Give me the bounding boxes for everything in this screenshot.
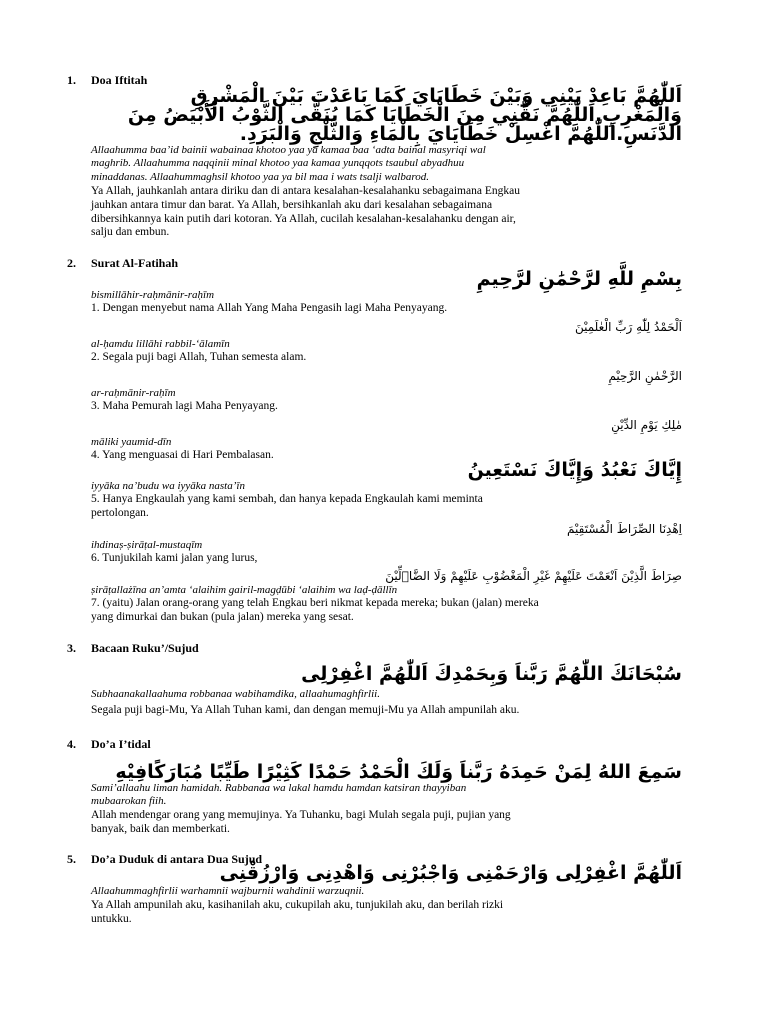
arabic-text: اَللّٰهُمَّ اغْفِرْلِى وَارْحَمْنِى وَاجْبُرْنِى وَاهْدِنِى وَارْزُقْنِى xyxy=(219,862,682,884)
arabic-line: الدَّنَسِ.اَللّٰهُمَّ اغْسِلْ خَطَايَايَ بِالْمَاءِ وَالثَّلْجِ وَالْبَرَدِ. xyxy=(239,123,682,145)
verse-transliteration: bismillāhir-raḥmānir-raḥīm xyxy=(91,289,215,301)
translation xyxy=(91,809,682,837)
translation-line: banyak, baik dan memberkati. xyxy=(91,822,230,835)
transliteration-line: minaddanas. Allaahummaghsil khotoo yaa ya bil maa i wats tsalji walbarod. xyxy=(91,170,429,183)
translation-line: salju dan embun. xyxy=(91,226,170,239)
section-title: Bacaan Ruku’/Sujud xyxy=(91,641,199,655)
verse-arabic: مٰلِكِ يَوْمِ الدِّيْنِ xyxy=(611,418,682,432)
verse-translation: 3. Maha Pemurah lagi Maha Penyayang. xyxy=(91,400,278,412)
translation: Segala puji bagi-Mu, Ya Allah Tuhan kami, dan dengan memuji-Mu ya Allah ampunilah aku. xyxy=(91,704,520,716)
translation-line: pertolongan. xyxy=(91,506,149,519)
verse-transliteration: māliki yaumid-dīn xyxy=(91,436,172,448)
section-number: 3. xyxy=(67,641,76,655)
verse-translation xyxy=(91,493,682,521)
verse-transliteration: ṣirāṭallażīna an’amta ‘alaihim gairil-magḍūbi ‘alaihim wa laḍ-ḍāllīn xyxy=(91,584,398,596)
transliteration: Allaahummaghfirlii warhamnii wajburnii wahdinii warzuqnii. xyxy=(91,885,365,897)
verse-transliteration: ihdinaṣ-ṣirāṭal-mustaqīm xyxy=(91,539,203,551)
translation-line: 7. (yaitu) Jalan orang-orang yang telah Engkau beri nikmat kepada mereka; bukan (jalan) mereka xyxy=(91,597,539,609)
verse-arabic: بِسْمِ للَّهِ لرَّحْمَٰنِ لرَّحِيمِ xyxy=(476,268,682,290)
section-al-fatihah xyxy=(67,256,682,628)
verse-transliteration: ar-raḥmānir-raḥīm xyxy=(91,387,176,399)
section-number: 1. xyxy=(67,73,76,87)
translation-line: Allah mendengar orang yang memujinya. Ya Tuhanku, bagi Mulah segala puji, pujian yang xyxy=(91,809,511,821)
section-title: Surat Al-Fatihah xyxy=(91,256,179,270)
arabic-text: سُبْحَانَكَ اللّٰهُمَّ رَبَّناَ وَبِحَمْدِكَ اَللّٰهُمَّ اغْفِرْلِى xyxy=(301,663,682,685)
translation-line: Ya Allah ampunilah aku, kasihanilah aku, cukupilah aku, tunjukilah aku, dan berilah rizki xyxy=(91,899,504,911)
verse-arabic: إِيَّاكَ نَعْبُدُ وَإِيَّاكَ نَسْتَعِينُ xyxy=(467,459,682,481)
section-bacaan-ruku-sujud xyxy=(67,641,682,721)
transliteration-line: maghrib. Allaahumma naqqinii minal khotoo yaa kamaa yunqqots tsaubul abyadhuu xyxy=(91,157,465,170)
verse-translation xyxy=(91,597,682,625)
verse-translation: 1. Dengan menyebut nama Allah Yang Maha Pengasih lagi Maha Penyayang. xyxy=(91,302,448,314)
verse-arabic: الرَّحْمٰنِ الرَّحِيْمِ xyxy=(608,369,682,383)
transliteration-line: Sami’allaahu liman hamidah. Rabbanaa wa lakal hamdu hamdan katsiran thayyiban xyxy=(91,782,467,794)
section-number: 2. xyxy=(67,256,76,270)
translation-line: jauhkan antara timur dan barat. Ya Allah, bersihkanlah aku dari kesalahan sebagaimana xyxy=(91,198,493,211)
section-number: 5. xyxy=(67,852,76,866)
verse-transliteration: al-ḥamdu lillāhi rabbil-‘ālamīn xyxy=(91,338,230,350)
translation xyxy=(91,899,682,927)
transliteration xyxy=(91,144,682,184)
translation-line: yang dimurkai dan bukan (pula jalan) mereka yang sesat. xyxy=(91,610,354,623)
section-title: Do’a Duduk di antara Dua Sujud xyxy=(91,852,263,866)
transliteration: Subhaanakallaahuma robbanaa wabihamdika, allaahumaghfirlii. xyxy=(91,688,380,700)
section-number: 4. xyxy=(67,737,76,751)
verse-arabic: اَلْحَمْدُ لِلّٰهِ رَبِّ الْعٰلَمِيْنَ xyxy=(574,320,682,334)
section-doa-itidal xyxy=(67,737,682,842)
section-doa-iftitah xyxy=(67,73,682,245)
verse-translation: 2. Segala puji bagi Allah, Tuhan semesta alam. xyxy=(91,351,307,363)
transliteration-line: Allaahumma baa’id bainii wabainaa khotoo yaa ya kamaa baa ‘adta bainal masyriqi wal xyxy=(91,144,486,156)
verse-translation: 6. Tunjukilah kami jalan yang lurus, xyxy=(91,552,258,564)
translation-line: Ya Allah, jauhkanlah antara diriku dan di antara kesalahan-kesalahanku sebagaimana Engkau xyxy=(91,185,520,197)
transliteration-line: mubaarokan fiih. xyxy=(91,795,167,808)
section-doa-duduk xyxy=(67,852,682,932)
translation-line: 5. Hanya Engkaulah yang kami sembah, dan hanya kepada Engkaulah kami meminta xyxy=(91,493,483,505)
transliteration xyxy=(91,782,682,809)
verse-arabic: اِهْدِنَا الصِّرَاطَ الْمُسْتَقِيْمَ xyxy=(567,522,682,536)
translation-line: untukku. xyxy=(91,912,132,925)
arabic-text: سَمِعَ اللهُ لِمَنْ حَمِدَهُ رَبَّناَ وَلَكَ الْحَمْدُ حَمْدًا كَثِيْرًا طَيِّبًا مُبَارَكًافِيْهِ xyxy=(115,761,682,783)
section-title: Doa Iftitah xyxy=(91,73,148,87)
verse-transliteration: iyyāka na’budu wa iyyāka nasta’īn xyxy=(91,480,245,492)
verse-arabic: صِرَاطَ الَّذِيْنَ اَنْعَمْتَ عَلَيْهِمْ غَيْرِ الْمَغْضُوْبِ عَلَيْهِمْ وَلَا الضَّاۤلِّيْنَ xyxy=(385,569,682,583)
verse-translation: 4. Yang menguasai di Hari Pembalasan. xyxy=(91,449,274,461)
arabic-line: اَللّٰهُمَّ بَاعِدْ بَيْنِي وَبَيْنَ خَطَايَايَ كَمَا بَاعَدْتَ بَيْنَ الْمَشْرِقِ xyxy=(190,85,682,107)
translation xyxy=(91,185,682,240)
section-title: Do’a I’tidal xyxy=(91,737,151,751)
arabic-line: وَالْمَغْرِبِ.اَللّٰهُمَّ نَقِّنِي مِنَ الْخَطَايَا كَمَا يُنَقَّى الثَّوْبُ الْأَبْيَضُ مِنَ xyxy=(127,104,682,126)
translation-line: dibersihkannya kain putih dari kotoran. Ya Allah, cucilah kesalahan-kesalahanku dengan air, xyxy=(91,212,516,225)
